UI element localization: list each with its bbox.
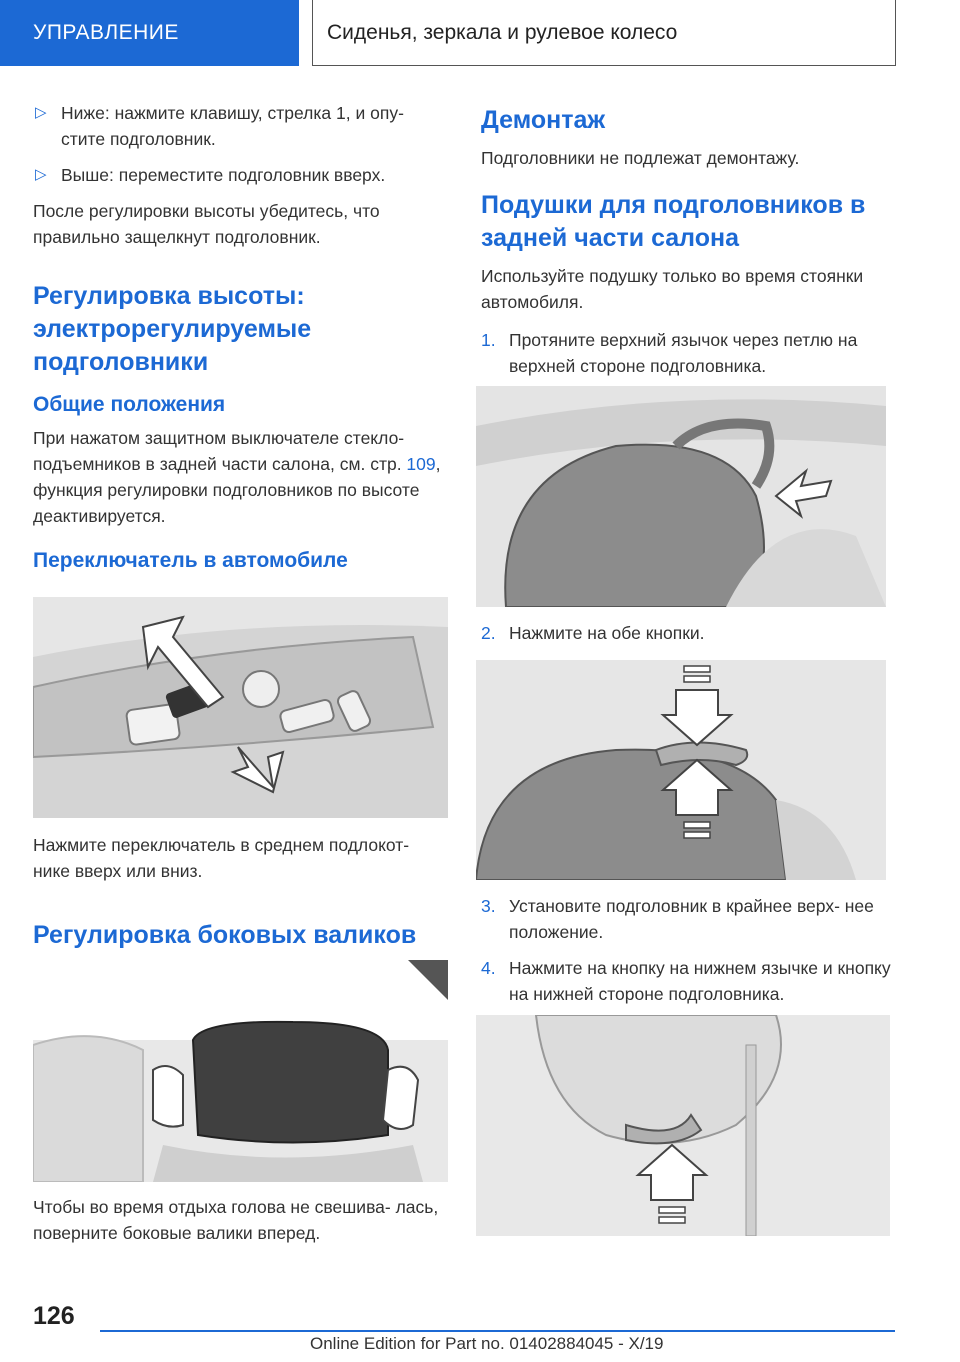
step-2: 2. Нажмите на обе кнопки. <box>481 623 705 643</box>
after-bullets-text: После регулировки высоты убедитесь, что правильно защелкнут подголовник. <box>33 201 380 247</box>
side-bolster-figure <box>33 960 448 1182</box>
step-4: 4. Нажмите на кнопку на нижнем язычке и кнопку на нижней стороне подголовника. <box>481 958 891 1004</box>
heading-side-bolsters: Регулировка боковых валиков <box>33 921 417 949</box>
right-column <box>481 100 895 389</box>
step-1: 1. Протяните верхний язычок через петлю на верхней стороне подголовника. <box>481 330 858 376</box>
seat-switch-illustration <box>33 597 448 818</box>
heading-removal: Демонтаж <box>481 106 606 134</box>
subheading-switch: Переключатель в автомобиле <box>33 549 348 572</box>
steps-3-4 <box>481 893 895 1017</box>
bullet-raise: ▷ Выше: переместите подголовник вверх. <box>33 162 448 188</box>
footer-edition: Online Edition for Part no. 01402884045 - X/19 <box>310 1334 664 1353</box>
heading-height-adjust: Регулировка высоты: электрорегулируемые подголовники <box>33 282 312 376</box>
step-3: 3. Установите подголовник в крайнее верх- нее положение. <box>481 896 874 942</box>
cushion-buttons-figure <box>476 660 886 880</box>
page-link-109[interactable]: 109 <box>406 454 436 474</box>
switch-caption: Нажмите переключатель в среднем подлокот- нике вверх или вниз. <box>33 835 410 881</box>
page-number: 126 <box>33 1302 75 1330</box>
general-text: При нажатом защитном выключателе стекло- подъемников в задней части салона, см. стр. 109, функция регулировки подголовников по высоте деактивируется. <box>33 428 441 526</box>
footer-divider <box>100 1330 895 1332</box>
cushion-loop-illustration <box>476 386 886 607</box>
cushion-buttons-illustration <box>476 660 886 880</box>
side-bolster-illustration <box>33 960 448 1182</box>
triangle-bullet-icon: ▷ <box>35 104 47 121</box>
bullet-lower: ▷ Ниже: нажмите клавишу, стрелка 1, и опу- стите подголовник. <box>33 100 448 152</box>
subheading-general: Общие положения <box>33 393 226 416</box>
side-caption: Чтобы во время отдыха голова не свешива- лась, поверните боковые валики вперед. <box>33 1197 439 1243</box>
section-tab[interactable]: УПРАВЛЕНИЕ <box>0 0 299 66</box>
removal-text: Подголовники не подлежат демонтажу. <box>481 148 800 168</box>
chapter-title: Сиденья, зеркала и рулевое колесо <box>312 0 896 66</box>
cushions-text: Используйте подушку только во время стоянки автомобиля. <box>481 266 864 312</box>
cushion-lower-tab-figure <box>476 1015 890 1236</box>
heading-cushions: Подушки для подголовников в задней части салона <box>481 191 866 252</box>
cushion-lower-tab-illustration <box>476 1015 890 1236</box>
cushion-loop-figure <box>476 386 886 607</box>
left-column <box>33 100 448 581</box>
triangle-bullet-icon: ▷ <box>35 166 47 183</box>
seat-switch-figure <box>33 597 448 818</box>
